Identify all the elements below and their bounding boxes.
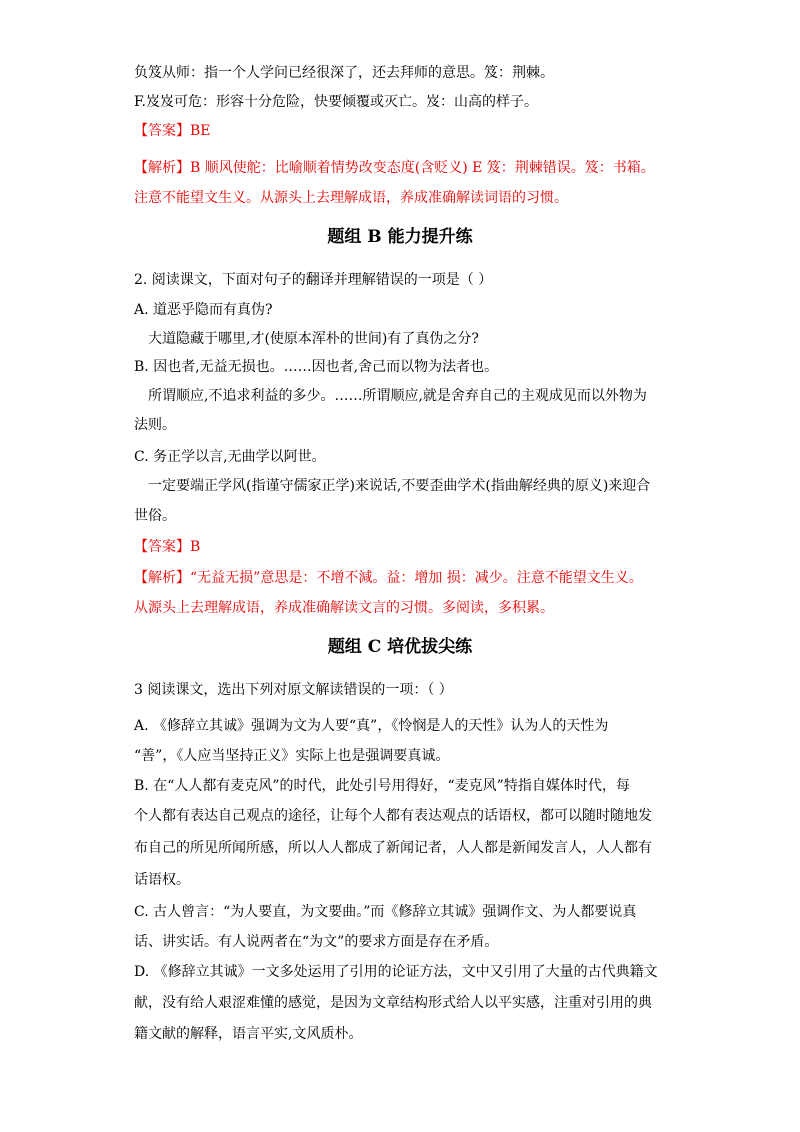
analysis-2-line2: 从源头上去理解成语，养成准确解读文言的习惯。多阅读，多积累。 bbox=[134, 600, 554, 616]
question-2: 2. 阅读课文，下面对句子的翻译并理解错误的一项是（ ） bbox=[134, 272, 493, 288]
option-b-line3: 布自己的所见所闻所感，所以人人都成了新闻记者，人人都是新闻发言人，人人都有 bbox=[134, 840, 652, 856]
option-a-original: A. 道恶乎隐而有真伪? bbox=[134, 302, 273, 318]
option-a-line2: “善”，《人应当坚持正义》实际上也是强调要真诚。 bbox=[134, 748, 450, 764]
section-b-heading: 题组 B 能力提升练 bbox=[327, 227, 473, 247]
analysis-1-line2: 注意不能望文生义。从源头上去理解成语，养成准确解读词语的习惯。 bbox=[134, 190, 568, 206]
answer-1 bbox=[134, 121, 211, 141]
option-d-line3: 籍文献的解释，语言平实,文风质朴。 bbox=[134, 1026, 363, 1042]
option-c-line1: C. 古人曾言：“为人要直，为文要曲。”而《修辞立其诚》强调作文、为人都要说真 bbox=[134, 904, 637, 920]
question-3: 3 阅读课文，选出下列对原文解读错误的一项：（ ） bbox=[134, 682, 453, 698]
option-c-line2: 话、讲实话。有人说两者在“为文”的要求方面是存在矛盾。 bbox=[134, 934, 499, 950]
option-d-line1: D. 《修辞立其诚》一文多处运用了引用的论证方法，文中又引用了大量的古代典籍文 bbox=[134, 964, 658, 980]
option-e-explanation: 负笈从师：指一个人学问已经很深了，还去拜师的意思。笈：荆棘。 bbox=[134, 65, 554, 81]
answer-value: B bbox=[190, 539, 201, 555]
analysis-2-line1 bbox=[134, 568, 643, 588]
option-d-line2: 献，没有给人艰涩难懂的感觉，是因为文章结构形式给人以平实感，注重对引用的典 bbox=[134, 995, 652, 1011]
option-a-line1: A. 《修辞立其诚》强调为文为人要“真”，《怜悯是人的天性》认为人的天性为 bbox=[134, 718, 609, 734]
option-c-translation-2: 世俗。 bbox=[134, 508, 176, 524]
option-b-original: B. 因也者,无益无损也。……因也者,舍己而以物为法者也。 bbox=[134, 359, 499, 375]
analysis-tag: 【解析】 bbox=[134, 570, 190, 586]
answer-2 bbox=[134, 537, 200, 557]
analysis-text: “无益无损”意思是：不增不減。益：增加 损：减少。注意不能望文生义。 bbox=[190, 570, 643, 586]
option-b-line4: 话语权。 bbox=[134, 872, 190, 888]
option-b-line1: B. 在“人人都有麦克风”的时代，此处引号用得好，“麦克风”特指自媒体时代，每 bbox=[134, 778, 630, 794]
option-a-translation: 大道隐藏于哪里,才(使原本浑朴的世间)有了真伪之分? bbox=[148, 331, 479, 347]
option-c-translation-1: 一定要端正学风(指谨守儒家正学)来说话,不要歪曲学术(指曲解经典的原义)来迎合 bbox=[148, 478, 651, 494]
analysis-text: B 顺风使舵：比喻顺着情势改变态度(含贬义) E 笈：荆棘错误。笈：书箱。 bbox=[190, 160, 655, 176]
answer-tag: 【答案】 bbox=[134, 123, 190, 139]
option-c-original: C. 务正学以言,无曲学以阿世。 bbox=[134, 449, 326, 465]
analysis-1-line1 bbox=[134, 158, 655, 178]
option-f-explanation: F.岌岌可危：形容十分危险，快要倾覆或灭亡。岌：山高的样子。 bbox=[134, 94, 538, 110]
answer-value: BE bbox=[190, 123, 211, 139]
option-b-line2: 个人都有表达自己观点的途径，让每个人都有表达观点的话语权，都可以随时随地发 bbox=[134, 808, 652, 824]
answer-tag: 【答案】 bbox=[134, 539, 190, 555]
option-b-translation-1: 所谓顺应,不追求利益的多少。……所谓顺应,就是舍弃自己的主观成见而以外物为 bbox=[148, 388, 647, 404]
section-c-heading: 题组 C 培优拔尖练 bbox=[327, 637, 473, 657]
option-b-translation-2: 法则。 bbox=[134, 417, 176, 433]
analysis-tag: 【解析】 bbox=[134, 160, 190, 176]
